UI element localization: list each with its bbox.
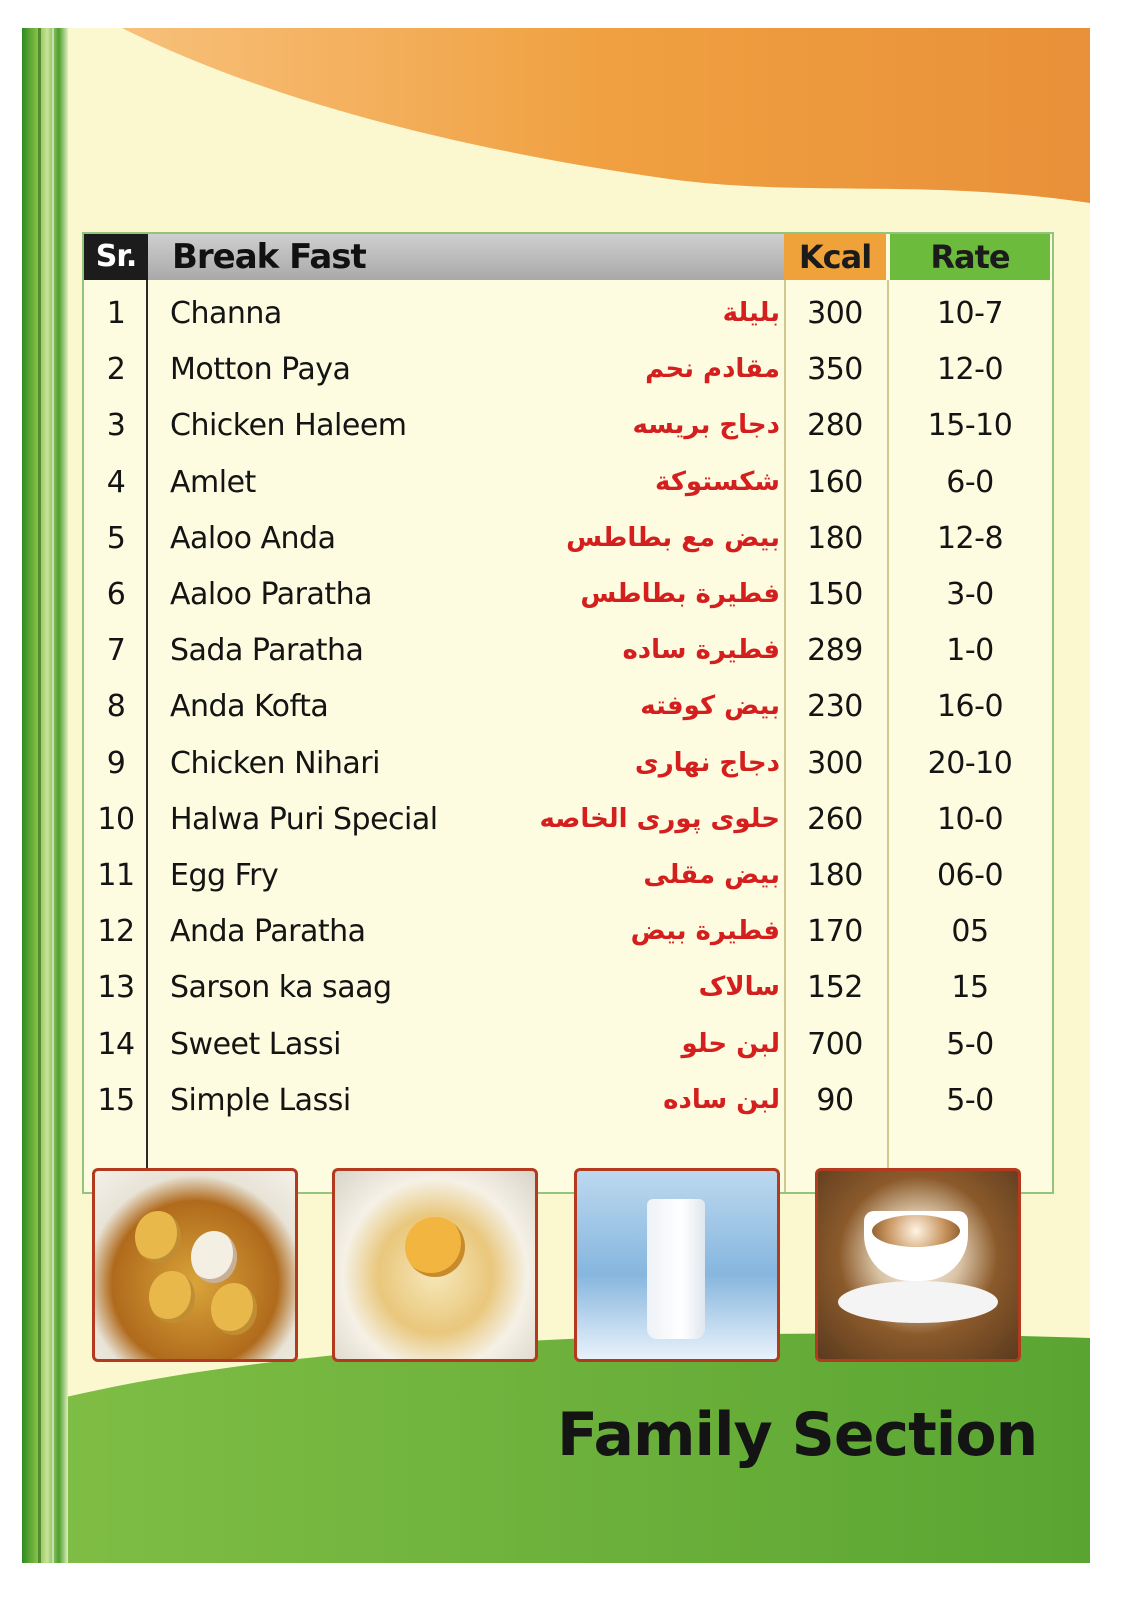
menu-item-name: Chicken Nihari: [170, 745, 380, 781]
menu-item-number: 15: [97, 1082, 135, 1118]
menu-item-kcal: 350: [807, 352, 863, 388]
menu-item-name: Anda Kofta: [170, 689, 329, 725]
header-section-title: Break Fast: [148, 234, 784, 280]
menu-row: [84, 738, 1050, 794]
menu-item-rate: 10-7: [936, 296, 1004, 331]
menu-row: [84, 625, 1050, 681]
menu-item-number: 11: [97, 858, 135, 893]
menu-item-number: 6: [106, 577, 126, 612]
menu-row: [84, 400, 1050, 456]
menu-item-arabic-name: لبن حلو: [681, 1028, 780, 1059]
menu-item-kcal: 300: [807, 745, 863, 781]
menu-row: [84, 513, 1050, 569]
menu-item-rate: 10-0: [936, 801, 1004, 837]
menu-item-rate: 5-0: [946, 1082, 994, 1118]
menu-item-name: Chicken Haleem: [170, 408, 407, 444]
header-kcal: Kcal: [784, 234, 886, 280]
menu-item-kcal: 230: [807, 689, 863, 725]
menu-item-kcal: 260: [807, 801, 863, 837]
menu-item-kcal: 180: [807, 858, 863, 893]
menu-item-rate: 15-10: [927, 408, 1013, 444]
menu-item-arabic-name: بليلة: [722, 298, 780, 328]
menu-row: [84, 850, 1050, 906]
egg-curry-photo: [92, 1168, 298, 1362]
header-sr: Sr.: [84, 234, 148, 280]
menu-item-kcal: 90: [816, 1082, 854, 1118]
menu-item-name: Channa: [170, 296, 282, 331]
menu-item-kcal: 700: [807, 1026, 863, 1062]
menu-item-number: 10: [97, 801, 135, 837]
menu-item-number: 1: [106, 296, 126, 331]
menu-item-number: 14: [97, 1026, 135, 1062]
menu-item-rate: 05: [951, 914, 989, 950]
menu-item-rate: 20-10: [927, 745, 1013, 781]
menu-item-name: Motton Paya: [170, 352, 351, 388]
menu-item-kcal: 170: [807, 914, 863, 950]
menu-item-arabic-name: فطيرة بيض: [630, 916, 780, 947]
menu-item-name: Sweet Lassi: [170, 1026, 341, 1062]
menu-item-kcal: 289: [807, 633, 863, 669]
menu-card: [22, 28, 1090, 1563]
menu-row: [84, 962, 1050, 1018]
menu-item-arabic-name: لبن ساده: [663, 1084, 780, 1115]
menu-item-kcal: 300: [807, 296, 863, 331]
menu-item-arabic-name: بيض مع بطاطس: [566, 522, 780, 553]
menu-item-rate: 6-0: [946, 464, 994, 500]
menu-item-number: 9: [106, 745, 126, 781]
menu-item-kcal: 152: [807, 970, 863, 1006]
menu-row: [84, 569, 1050, 625]
menu-item-name: Egg Fry: [170, 858, 279, 893]
menu-item-rate: 1-0: [946, 633, 994, 669]
menu-item-arabic-name: دجاج نهاری: [634, 747, 780, 778]
menu-item-arabic-name: بيض مقلی: [643, 860, 780, 890]
menu-item-arabic-name: مقادم نحم: [645, 354, 780, 385]
menu-row: [84, 906, 1050, 962]
menu-item-arabic-name: دجاج بريسه: [632, 410, 780, 441]
menu-item-number: 5: [106, 520, 126, 556]
menu-item-name: Halwa Puri Special: [170, 801, 438, 837]
menu-row: [84, 1075, 1050, 1131]
menu-item-rate: 12-8: [936, 520, 1004, 556]
green-spine: [22, 28, 68, 1563]
menu-item-number: 13: [97, 970, 135, 1006]
menu-item-name: Sarson ka saag: [170, 970, 392, 1006]
fried-egg-photo: [332, 1168, 538, 1362]
menu-item-name: Amlet: [170, 464, 256, 500]
menu-item-rate: 5-0: [946, 1026, 994, 1062]
menu-row: [84, 288, 1050, 344]
menu-item-name: Simple Lassi: [170, 1082, 351, 1118]
menu-item-name: Sada Paratha: [170, 633, 364, 669]
menu-item-name: Anda Paratha: [170, 914, 366, 950]
lassi-photo: [574, 1168, 780, 1362]
menu-item-name: Aaloo Anda: [170, 520, 336, 556]
menu-item-number: 7: [106, 633, 126, 669]
menu-item-rate: 15: [951, 970, 989, 1006]
menu-item-arabic-name: سالاک: [698, 972, 780, 1003]
menu-row: [84, 681, 1050, 737]
menu-item-number: 3: [106, 408, 126, 444]
breakfast-menu-table: [82, 232, 1054, 1194]
menu-item-kcal: 150: [807, 577, 863, 612]
menu-item-number: 8: [106, 689, 126, 725]
menu-row: [84, 344, 1050, 400]
menu-item-arabic-name: فطيرة ساده: [622, 635, 780, 666]
menu-item-rate: 3-0: [946, 577, 994, 612]
menu-item-kcal: 180: [807, 520, 863, 556]
menu-row: [84, 1019, 1050, 1075]
menu-item-name: Aaloo Paratha: [170, 577, 372, 612]
family-section-title: Family Section: [557, 1400, 1038, 1470]
menu-item-arabic-name: شكستوكة: [655, 466, 780, 497]
menu-row: [84, 794, 1050, 850]
menu-item-arabic-name: بيض كوفته: [640, 691, 780, 722]
menu-item-number: 12: [97, 914, 135, 950]
header-rate: Rate: [890, 234, 1050, 280]
menu-item-kcal: 280: [807, 408, 863, 444]
menu-item-arabic-name: فطيرة بطاطس: [580, 579, 780, 609]
menu-item-number: 2: [106, 352, 126, 388]
menu-item-number: 4: [106, 464, 126, 500]
coffee-photo: [815, 1168, 1021, 1362]
menu-row: [84, 457, 1050, 513]
menu-item-kcal: 160: [807, 464, 863, 500]
menu-item-rate: 12-0: [936, 352, 1004, 388]
menu-item-rate: 06-0: [936, 858, 1004, 893]
menu-item-rate: 16-0: [936, 689, 1004, 725]
menu-item-arabic-name: حلوی پوری الخاصه: [539, 803, 780, 834]
